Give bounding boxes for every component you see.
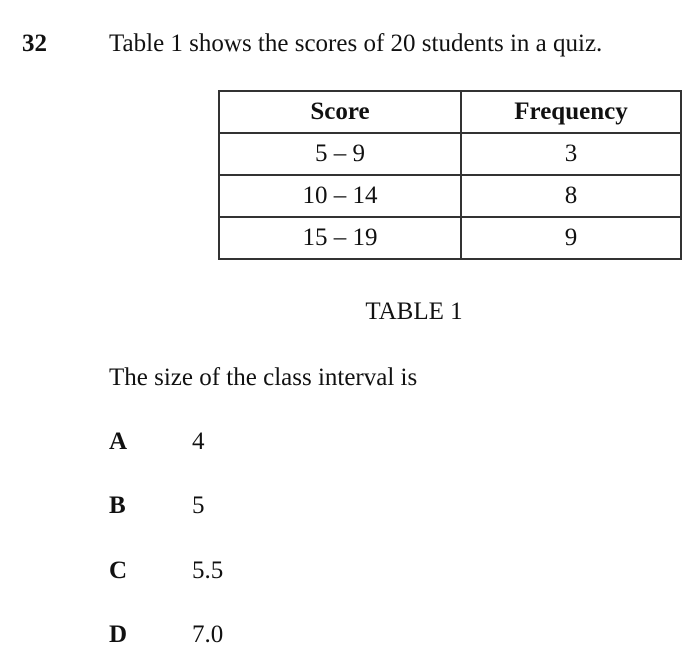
option-letter: B [109,492,126,519]
table-caption: TABLE 1 [365,298,463,325]
option-value: 4 [192,428,205,455]
option-value: 5.5 [192,557,224,584]
score-cell: 5 – 9 [219,133,461,175]
option-value: 5 [192,492,205,519]
score-cell: 10 – 14 [219,175,461,217]
option-letter: D [109,621,128,648]
frequency-cell: 9 [461,217,681,259]
table-header-row [219,91,681,133]
column-header-frequency: Frequency [461,91,681,133]
table-row [219,133,681,175]
question-stem: Table 1 shows the scores of 20 students in a quiz. [109,30,603,57]
option-letter: A [109,428,128,455]
score-cell: 15 – 19 [219,217,461,259]
table-row [219,175,681,217]
frequency-cell: 3 [461,133,681,175]
question-number: 32 [22,30,47,57]
frequency-cell: 8 [461,175,681,217]
table-row [219,217,681,259]
column-header-score: Score [219,91,461,133]
option-value: 7.0 [192,621,224,648]
frequency-table [218,90,682,260]
option-letter: C [109,557,128,584]
question-prompt: The size of the class interval is [109,364,418,391]
